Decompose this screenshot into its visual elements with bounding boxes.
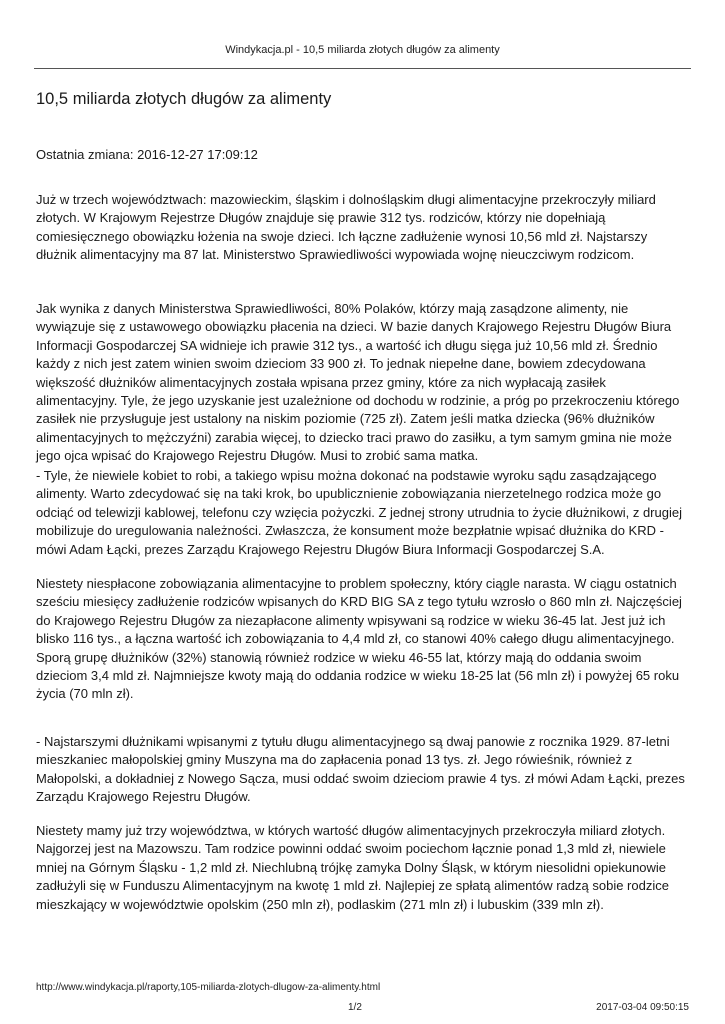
header-divider xyxy=(34,68,691,69)
paragraph-6: Niestety mamy już trzy województwa, w których wartość długów alimentacyjnych przekroczyła miliard złotych. Najgorzej jest na Mazowszu. Tam rodzice powinni oddać swoim pociechom łącznie ponad 1,3 mld zł, niewiele mniej na Górnym Śląsku - 1,2 mld zł. Niechlubną trójkę zamyka Dolny Śląsk, w którym niesolidni opiekunowie zadłużyli się w Funduszu Alimentacyjnym na kwotę 1 mld zł. Najlepiej ze spłatą alimentów radzą sobie rodzice mieszkający w województwie opolskim (250 mln zł), podlaskim (271 mln zł) i lubuskim (339 mln zł). xyxy=(36,823,669,912)
footer-url: http://www.windykacja.pl/raporty,105-miliarda-zlotych-dlugow-za-alimenty.html xyxy=(36,982,381,993)
paragraph-5: - Najstarszymi dłużnikami wpisanymi z tytułu długu alimentacyjnego są dwaj panowie z rocznika 1929. 87-letni mieszkaniec małopolskiej gminy Muszyna ma do zapłacenia ponad 13 tys. zł. Jego rówieśnik, również z Małopolski, a dokładniej z Nowego Sącza, musi oddać swoim dzieciom prawie 4 tys. zł mówi Adam Łącki, prezes Zarządu Krajowego Rejestru Długów. xyxy=(36,734,685,805)
print-date: 2017-03-04 09:50:15 xyxy=(596,1002,689,1013)
paragraph-4: Niestety niespłacone zobowiązania alimentacyjne to problem społeczny, który ciągle narasta. W ciągu ostatnich sześciu miesięcy zadłużenie rodziców wpisanych do KRD BIG SA z tego tytułu wzrosło o 860 mln zł. Najczęściej do Krajowego Rejestru Długów za niezapłacone alimenty wpisywani są rodzice w wieku 36-45 lat. Jest już ich blisko 116 tys., a łączna wartość ich zobowiązania to 4,4 mld zł, co stanowi 40% całego długu alimentacyjnego. Sporą grupę dłużników (32%) stanowią również rodzice w wieku 46-55 lat, którzy mają do oddania swoim dzieciom 3,4 mld zł. Najmniejsze kwoty mają do oddania rodzice w wieku 18-25 lat (56 mln zł) i powyżej 65 roku życia (70 mln zł). xyxy=(36,576,682,702)
running-header: Windykacja.pl - 10,5 miliarda złotych długów za alimenty xyxy=(225,44,500,56)
page-number: 1/2 xyxy=(348,1002,362,1013)
paragraph-1: Już w trzech województwach: mazowieckim, śląskim i dolnośląskim długi alimentacyjne przekroczyły miliard złotych. W Krajowym Rejestrze Długów znajduje się prawie 312 tys. rodziców, którzy nie dopełniają comiesięcznego obowiązku łożenia na swoje dzieci. Ich łączne zadłużenie wynosi 10,56 mld zł. Najstarszy dłużnik alimentacyjny ma 87 lat. Ministerstwo Sprawiedliwości wypowiada wojnę nieuczciwym rodzicom. xyxy=(36,192,656,263)
article-title: 10,5 miliarda złotych długów za alimenty xyxy=(36,90,332,108)
last-modified: Ostatnia zmiana: 2016-12-27 17:09:12 xyxy=(36,147,258,162)
paragraph-2: Jak wynika z danych Ministerstwa Sprawiedliwości, 80% Polaków, którzy mają zasądzone alimenty, nie wywiązuje się z ustawowego obowiązku płacenia na dzieci. W bazie danych Krajowego Rejestru Długów Biura Informacji Gospodarczej SA widnieje ich prawie 312 tys., a wartość ich długu sięga już 10,56 mld zł. Średnio każdy z nich jest zatem winien swoim dzieciom 33 900 zł. To jednak niepełne dane, bowiem zdecydowana większość dłużników alimentacyjnych została wpisana przez gminy, które za nich wypłacają zasiłek alimentacyjny. Tyle, że jego uzyskanie jest uzależnione od dochodu w rodzinie, a próg po przekroczeniu którego zasiłek nie przysługuje jest ustalony na niskim poziomie (725 zł). Zatem jeśli matka dziecka (96% dłużników alimentacyjnych to mężczyźni) zarabia więcej, to dziecko traci prawo do zasiłku, a tym samym gmina nie może jego ojca wpisać do Krajowego Rejestru Długów. Musi to zrobić sama matka. xyxy=(36,301,680,464)
paragraph-3: - Tyle, że niewiele kobiet to robi, a takiego wpisu można dokonać na podstawie wyroku sądu zasądzającego alimenty. Warto zdecydować się na taki krok, bo upublicznienie zobowiązania nierzetelnego rodzica może go odciąć od telewizji kablowej, telefonu czy wzięcia pożyczki. Z jednej strony utrudnia to życie dłużnikowi, z drugiej mobilizuje do uregulowania należności. Zwłaszcza, że konsument może bezpłatnie wpisać dłużnika do KRD - mówi Adam Łącki, prezes Zarządu Krajowego Rejestru Długów Biura Informacji Gospodarczej S.A. xyxy=(36,468,682,557)
